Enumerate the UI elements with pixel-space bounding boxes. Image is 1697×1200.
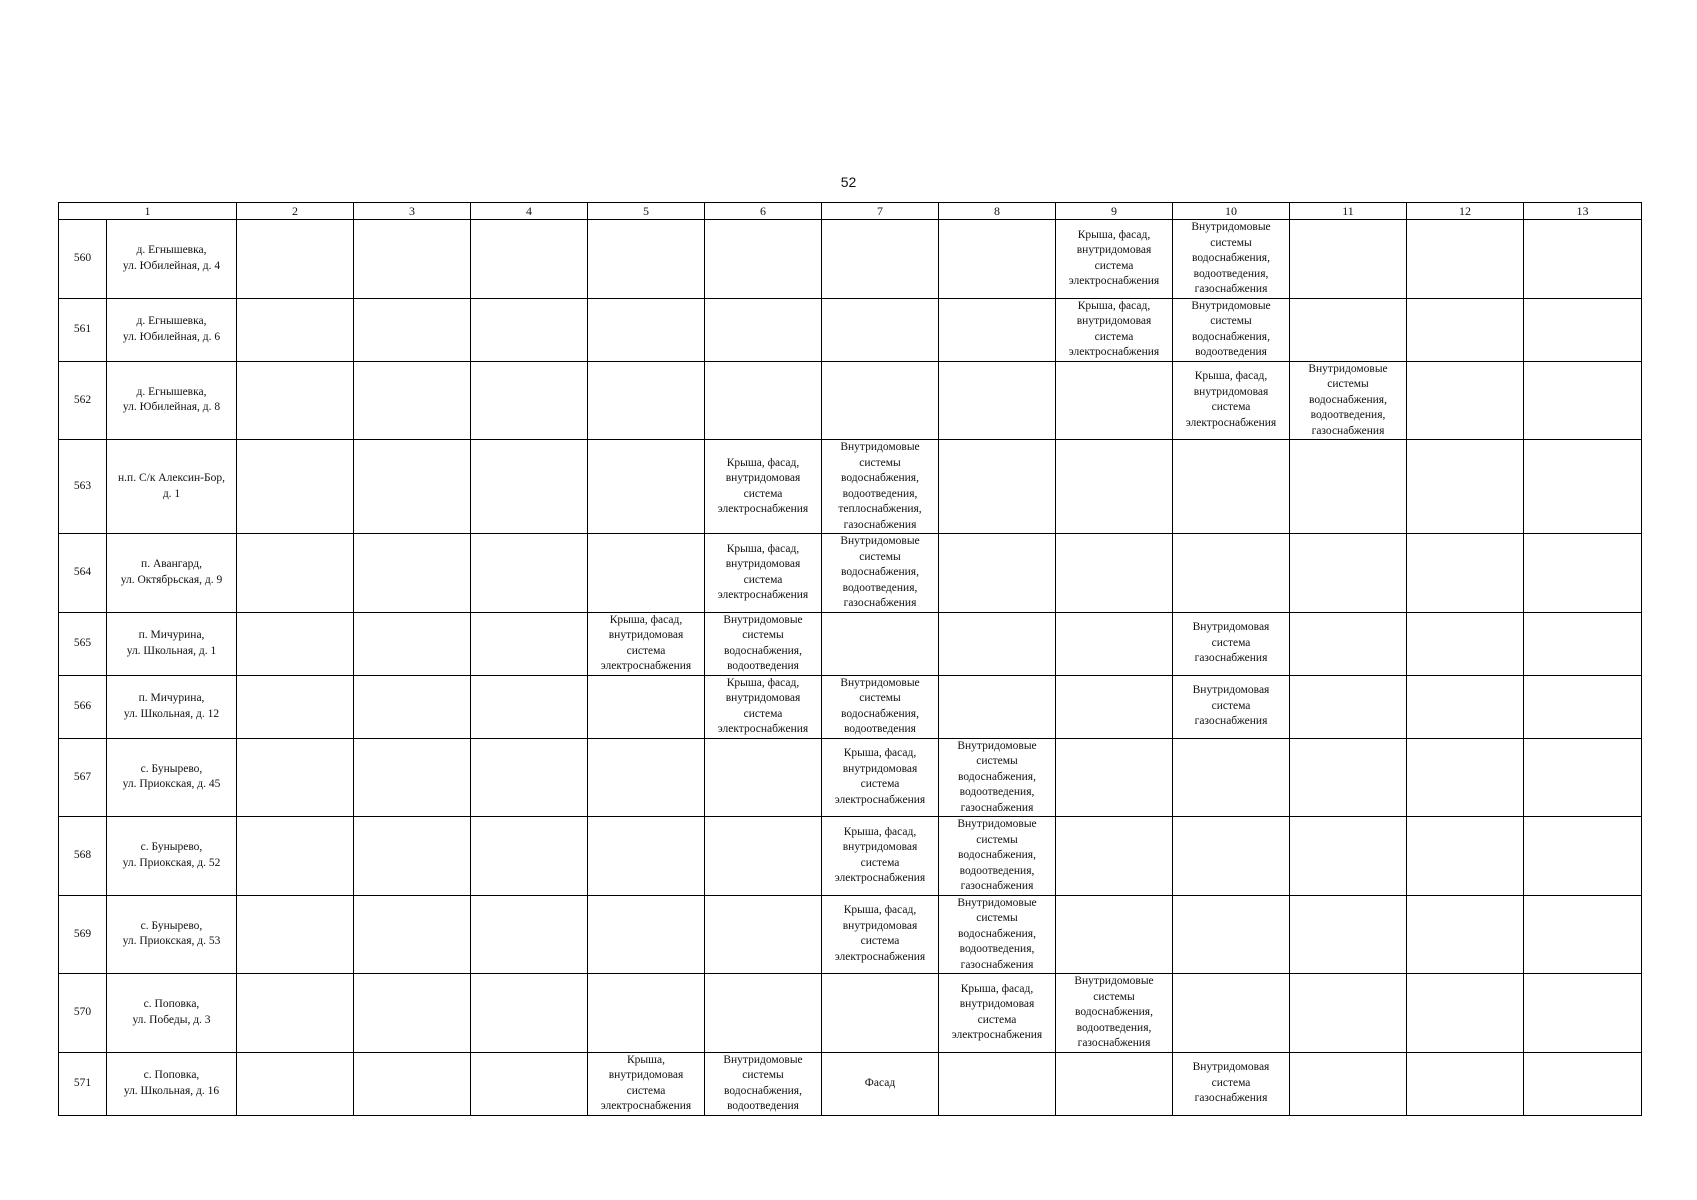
row-number: 563 (59, 440, 107, 534)
row-number: 569 (59, 895, 107, 974)
column-header: 5 (588, 203, 705, 220)
work-cell (939, 675, 1056, 738)
work-cell (354, 675, 471, 738)
work-cell (1407, 534, 1524, 613)
work-cell (939, 1052, 1056, 1115)
work-cell (939, 612, 1056, 675)
work-cell: Внутридомовая система газоснабжения (1173, 1052, 1290, 1115)
row-number: 568 (59, 817, 107, 896)
table-row (59, 895, 1642, 974)
table-row (59, 675, 1642, 738)
work-cell (237, 974, 354, 1053)
work-cell (354, 220, 471, 299)
work-cell (237, 298, 354, 361)
work-cell (1407, 220, 1524, 299)
column-header: 1 (59, 203, 237, 220)
work-cell: Внутридомовые системы водоснабжения, водоотведения, газоснабжения (939, 817, 1056, 896)
address-cell: п. Мичурина, ул. Школьная, д. 1 (107, 612, 237, 675)
work-cell (237, 440, 354, 534)
work-cell (471, 534, 588, 613)
work-cell (1173, 817, 1290, 896)
work-cell: Крыша, фасад, внутридомовая система электроснабжения (705, 440, 822, 534)
work-cell: Внутридомовые системы водоснабжения, водоотведения, газоснабжения (1056, 974, 1173, 1053)
row-number: 571 (59, 1052, 107, 1115)
work-cell (939, 220, 1056, 299)
work-cell (1407, 298, 1524, 361)
column-header: 2 (237, 203, 354, 220)
work-cell: Крыша, фасад, внутридомовая система электроснабжения (939, 974, 1056, 1053)
work-cell (354, 361, 471, 440)
work-cell (1056, 817, 1173, 896)
address-cell: с. Поповка, ул. Школьная, д. 16 (107, 1052, 237, 1115)
row-number: 564 (59, 534, 107, 613)
table-row (59, 738, 1642, 817)
repair-schedule-table (58, 202, 1642, 1116)
work-cell (1407, 974, 1524, 1053)
row-number: 560 (59, 220, 107, 299)
column-header: 13 (1524, 203, 1642, 220)
work-cell: Внутридомовая система газоснабжения (1173, 612, 1290, 675)
work-cell (237, 220, 354, 299)
column-header: 11 (1290, 203, 1407, 220)
work-cell (1290, 817, 1407, 896)
work-cell: Внутридомовые системы водоснабжения, водоотведения (822, 675, 939, 738)
work-cell: Крыша, фасад, внутридомовая система электроснабжения (588, 612, 705, 675)
work-cell (705, 895, 822, 974)
address-cell: п. Авангард, ул. Октябрьская, д. 9 (107, 534, 237, 613)
work-cell: Крыша, фасад, внутридомовая система электроснабжения (822, 895, 939, 974)
work-cell: Внутридомовые системы водоснабжения, водоотведения, газоснабжения (939, 738, 1056, 817)
work-cell (705, 361, 822, 440)
work-cell (1407, 675, 1524, 738)
work-cell (1407, 738, 1524, 817)
work-cell (1524, 220, 1642, 299)
work-cell (588, 298, 705, 361)
row-number: 565 (59, 612, 107, 675)
work-cell (1524, 361, 1642, 440)
address-cell: с. Поповка, ул. Победы, д. 3 (107, 974, 237, 1053)
work-cell (471, 974, 588, 1053)
table-row (59, 298, 1642, 361)
table-body (59, 220, 1642, 1116)
table-row (59, 1052, 1642, 1115)
work-cell (354, 974, 471, 1053)
work-cell (237, 817, 354, 896)
work-cell: Крыша, фасад, внутридомовая система электроснабжения (705, 534, 822, 613)
work-cell: Крыша, фасад, внутридомовая система электроснабжения (822, 738, 939, 817)
work-cell (471, 612, 588, 675)
work-cell (1290, 738, 1407, 817)
table-row (59, 220, 1642, 299)
work-cell (1173, 738, 1290, 817)
work-cell (237, 361, 354, 440)
work-cell (1290, 1052, 1407, 1115)
work-cell: Фасад (822, 1052, 939, 1115)
work-cell (1524, 738, 1642, 817)
work-cell: Крыша, внутридомовая система электроснабжения (588, 1052, 705, 1115)
row-number: 562 (59, 361, 107, 440)
work-cell: Внутридомовые системы водоснабжения, водоотведения (705, 1052, 822, 1115)
work-cell (1056, 738, 1173, 817)
work-cell (705, 974, 822, 1053)
work-cell (822, 974, 939, 1053)
work-cell (1407, 361, 1524, 440)
work-cell: Внутридомовые системы водоснабжения, водоотведения, теплоснабжения, газоснабжения (822, 440, 939, 534)
row-number: 567 (59, 738, 107, 817)
work-cell (1407, 895, 1524, 974)
column-header-row (59, 203, 1642, 220)
work-cell (939, 361, 1056, 440)
work-cell (1056, 361, 1173, 440)
work-cell (471, 675, 588, 738)
work-cell (1407, 440, 1524, 534)
row-number: 561 (59, 298, 107, 361)
work-cell (237, 738, 354, 817)
work-cell (1407, 817, 1524, 896)
work-cell (1173, 895, 1290, 974)
work-cell (1290, 534, 1407, 613)
work-cell (822, 612, 939, 675)
work-cell (822, 361, 939, 440)
table-row (59, 534, 1642, 613)
work-cell (588, 895, 705, 974)
work-cell (822, 220, 939, 299)
work-cell (471, 361, 588, 440)
work-cell (354, 534, 471, 613)
work-cell (1524, 298, 1642, 361)
work-cell (1524, 974, 1642, 1053)
work-cell: Внутридомовые системы водоснабжения, водоотведения, газоснабжения (939, 895, 1056, 974)
work-cell (1524, 1052, 1642, 1115)
work-cell: Крыша, фасад, внутридомовая система электроснабжения (1056, 298, 1173, 361)
page-number: 52 (840, 174, 857, 190)
table-row (59, 817, 1642, 896)
work-cell (939, 440, 1056, 534)
column-header: 12 (1407, 203, 1524, 220)
work-cell (939, 298, 1056, 361)
work-cell (588, 974, 705, 1053)
column-header: 4 (471, 203, 588, 220)
work-cell: Крыша, фасад, внутридомовая система электроснабжения (1056, 220, 1173, 299)
work-cell (588, 817, 705, 896)
work-cell (588, 220, 705, 299)
work-cell (588, 675, 705, 738)
column-header: 10 (1173, 203, 1290, 220)
work-cell: Внутридомовые системы водоснабжения, водоотведения (1173, 298, 1290, 361)
address-cell: с. Бунырево, ул. Приокская, д. 53 (107, 895, 237, 974)
column-header: 6 (705, 203, 822, 220)
work-cell (1524, 534, 1642, 613)
work-cell (1524, 817, 1642, 896)
work-cell (1290, 675, 1407, 738)
table-row (59, 361, 1642, 440)
work-cell (354, 298, 471, 361)
work-cell (471, 298, 588, 361)
column-header: 3 (354, 203, 471, 220)
work-cell (354, 440, 471, 534)
work-cell (588, 440, 705, 534)
work-cell (1056, 895, 1173, 974)
work-cell (237, 612, 354, 675)
work-cell (1290, 220, 1407, 299)
work-cell: Крыша, фасад, внутридомовая система электроснабжения (705, 675, 822, 738)
column-header: 7 (822, 203, 939, 220)
address-cell: д. Егнышевка, ул. Юбилейная, д. 6 (107, 298, 237, 361)
work-cell (354, 817, 471, 896)
table-row (59, 974, 1642, 1053)
work-cell (705, 817, 822, 896)
work-cell (1290, 298, 1407, 361)
address-cell: п. Мичурина, ул. Школьная, д. 12 (107, 675, 237, 738)
work-cell (471, 220, 588, 299)
work-cell (471, 1052, 588, 1115)
work-cell (1056, 1052, 1173, 1115)
work-cell: Внутридомовые системы водоснабжения, водоотведения, газоснабжения (822, 534, 939, 613)
work-cell (237, 534, 354, 613)
work-cell (588, 738, 705, 817)
work-cell (822, 298, 939, 361)
work-cell (1173, 974, 1290, 1053)
column-header: 9 (1056, 203, 1173, 220)
table-row (59, 612, 1642, 675)
work-cell (1290, 974, 1407, 1053)
work-cell: Внутридомовая система газоснабжения (1173, 675, 1290, 738)
work-cell (1056, 612, 1173, 675)
work-cell: Крыша, фасад, внутридомовая система электроснабжения (1173, 361, 1290, 440)
work-cell (1290, 895, 1407, 974)
work-cell (588, 534, 705, 613)
work-cell (1290, 440, 1407, 534)
work-cell (354, 1052, 471, 1115)
work-cell (1173, 440, 1290, 534)
work-cell (1524, 612, 1642, 675)
table-row (59, 440, 1642, 534)
address-cell: с. Бунырево, ул. Приокская, д. 52 (107, 817, 237, 896)
work-cell (471, 895, 588, 974)
work-cell (1524, 675, 1642, 738)
column-header: 8 (939, 203, 1056, 220)
work-cell: Внутридомовые системы водоснабжения, водоотведения, газоснабжения (1173, 220, 1290, 299)
row-number: 570 (59, 974, 107, 1053)
work-cell (1056, 675, 1173, 738)
work-cell (588, 361, 705, 440)
row-number: 566 (59, 675, 107, 738)
work-cell (1173, 534, 1290, 613)
address-cell: д. Егнышевка, ул. Юбилейная, д. 8 (107, 361, 237, 440)
work-cell (1524, 895, 1642, 974)
address-cell: д. Егнышевка, ул. Юбилейная, д. 4 (107, 220, 237, 299)
work-cell (705, 738, 822, 817)
address-cell: н.п. С/к Алексин-Бор, д. 1 (107, 440, 237, 534)
work-cell (1290, 612, 1407, 675)
work-cell: Внутридомовые системы водоснабжения, водоотведения (705, 612, 822, 675)
work-cell (354, 738, 471, 817)
work-cell (471, 440, 588, 534)
work-cell (705, 298, 822, 361)
work-cell (354, 895, 471, 974)
work-cell (471, 738, 588, 817)
work-cell (705, 220, 822, 299)
work-cell (1407, 1052, 1524, 1115)
work-cell (471, 817, 588, 896)
work-cell (237, 675, 354, 738)
work-cell (237, 1052, 354, 1115)
work-cell (1407, 612, 1524, 675)
work-cell (1524, 440, 1642, 534)
work-cell (354, 612, 471, 675)
work-cell (237, 895, 354, 974)
address-cell: с. Бунырево, ул. Приокская, д. 45 (107, 738, 237, 817)
work-cell: Внутридомовые системы водоснабжения, водоотведения, газоснабжения (1290, 361, 1407, 440)
work-cell: Крыша, фасад, внутридомовая система электроснабжения (822, 817, 939, 896)
work-cell (1056, 440, 1173, 534)
work-cell (1056, 534, 1173, 613)
work-cell (939, 534, 1056, 613)
